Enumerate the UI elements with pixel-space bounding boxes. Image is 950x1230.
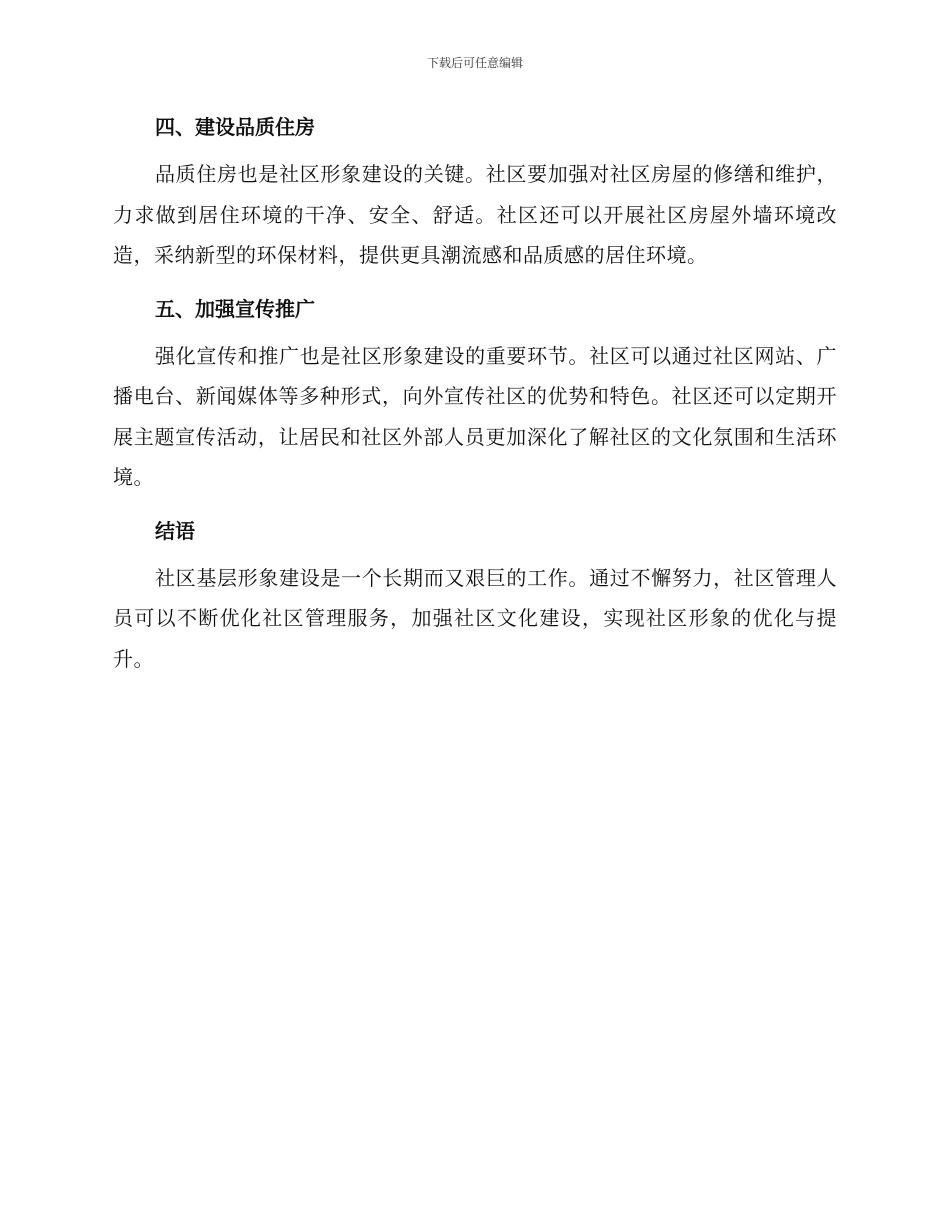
section-housing-quality (113, 108, 837, 276)
section-heading: 五、加强宣传推广 (155, 296, 315, 321)
section-paragraph: 品质住房也是社区形象建设的关键。社区要加强对社区房屋的修缮和维护，力求做到居住环境的干净、安全、舒适。社区还可以开展社区房屋外墙环境改造，采纳新型的环保材料，提供更具潮流感和品质感的居住环境。 (113, 162, 837, 267)
document-body (113, 108, 837, 693)
section-publicity (113, 290, 837, 498)
section-paragraph: 社区基层形象建设是一个长期而又艰巨的工作。通过不懈努力，社区管理人员可以不断优化社区管理服务，加强社区文化建设，实现社区形象的优化与提升。 (113, 565, 837, 671)
section-heading: 结语 (155, 518, 195, 543)
header-note: 下载后可任意编辑 (426, 56, 523, 70)
section-paragraph: 强化宣传和推广也是社区形象建设的重要环节。社区可以通过社区网站、广播电台、新闻媒体等多种形式，向外宣传社区的优势和特色。社区还可以定期开展主题宣传活动，让居民和社区外部人员更加深化了解社区的文化氛围和生活环境。 (113, 343, 837, 489)
section-conclusion (113, 512, 837, 680)
section-heading: 四、建设品质住房 (155, 115, 315, 139)
